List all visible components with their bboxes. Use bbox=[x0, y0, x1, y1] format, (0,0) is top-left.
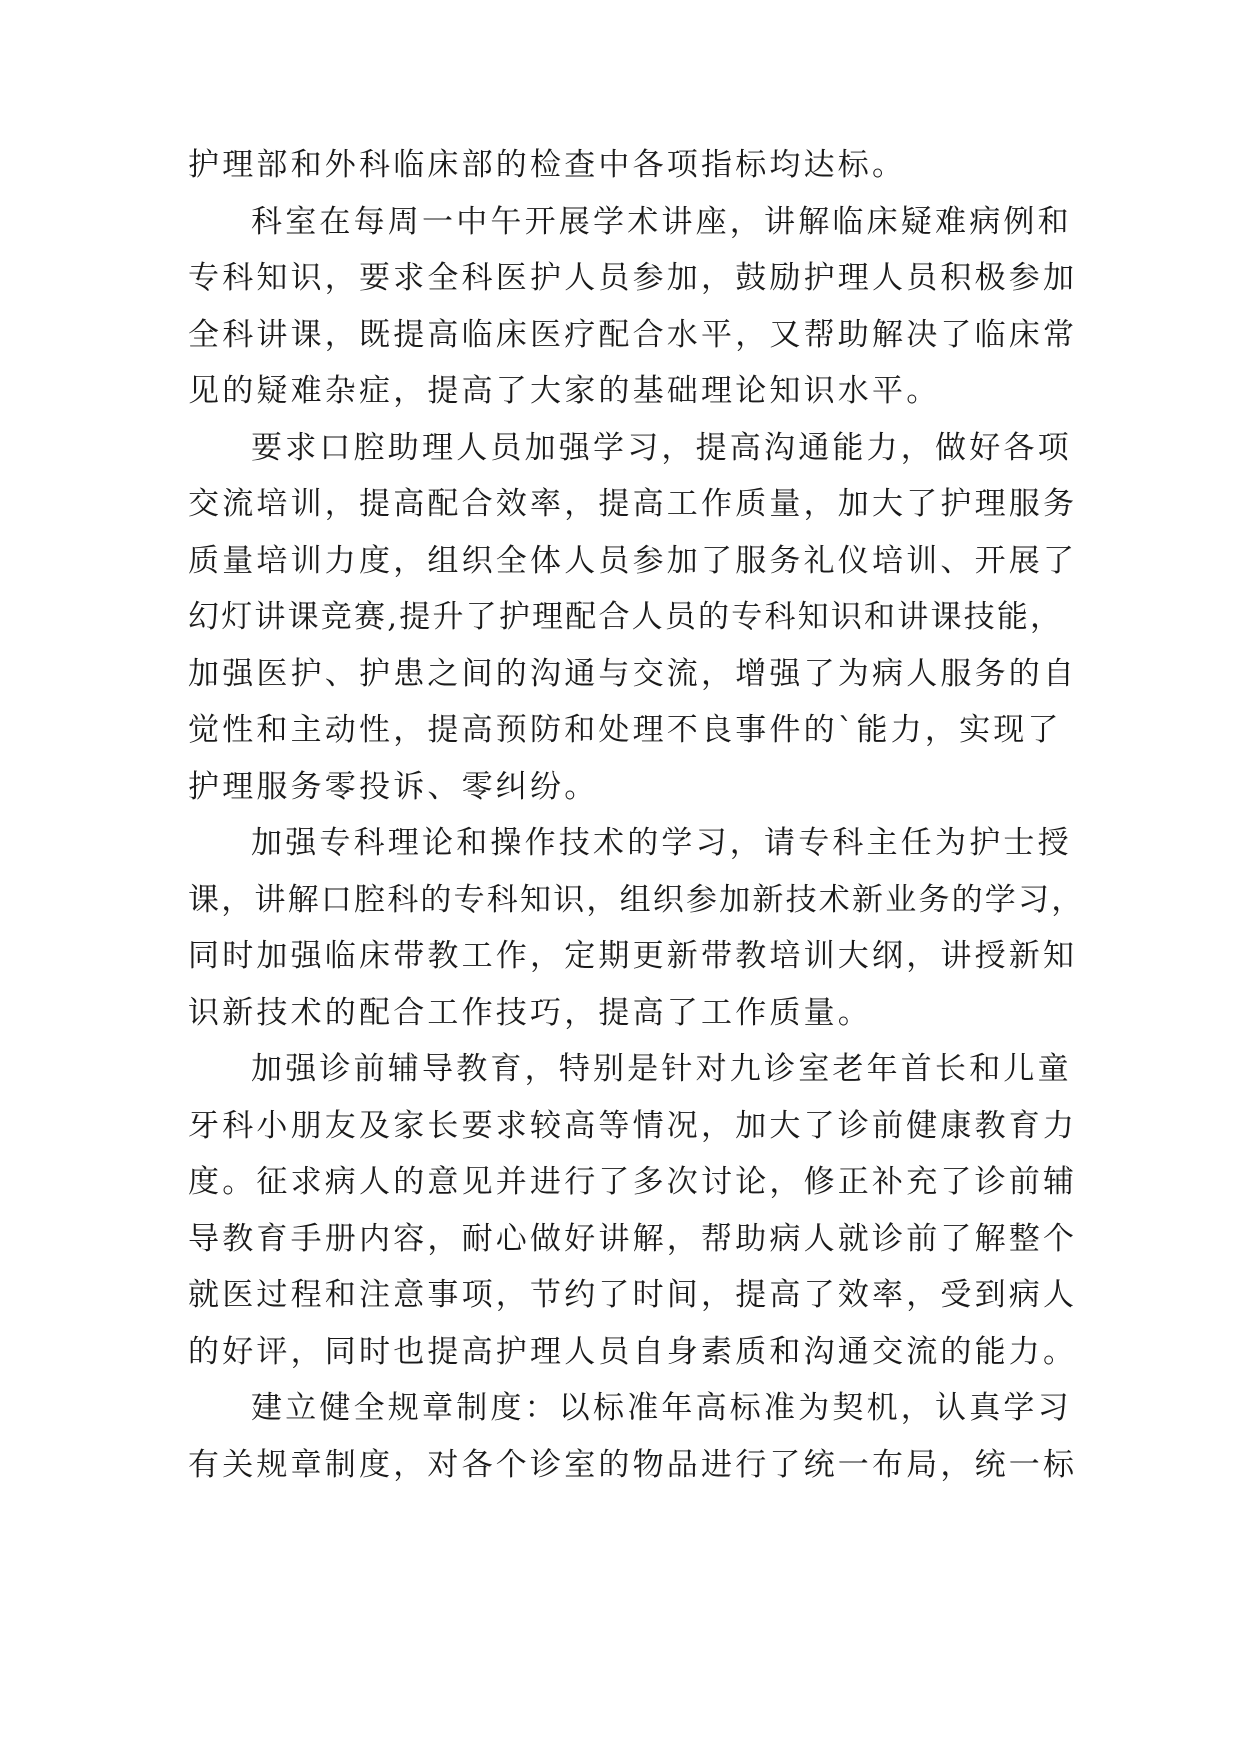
text-line: 质量培训力度，组织全体人员参加了服务礼仪培训、开展了 bbox=[188, 543, 1078, 579]
paragraph-first-line: 科室在每周一中午开展学术讲座，讲解临床疑难病例和 bbox=[251, 204, 1072, 240]
text-line: 见的疑难杂症，提高了大家的基础理论知识水平。 bbox=[188, 373, 941, 409]
text-line: 识新技术的配合工作技巧，提高了工作质量。 bbox=[188, 995, 872, 1031]
text-line: 觉性和主动性，提高预防和处理不良事件的`能力，实现了 bbox=[188, 712, 1062, 748]
text-line: 的好评，同时也提高护理人员自身素质和沟通交流的能力。 bbox=[188, 1334, 1078, 1370]
text-line: 度。征求病人的意见并进行了多次讨论，修正补充了诊前辅 bbox=[188, 1164, 1078, 1200]
text-line: 加强医护、护患之间的沟通与交流，增强了为病人服务的自 bbox=[188, 656, 1078, 692]
text-line: 全科讲课，既提高临床医疗配合水平，又帮助解决了临床常 bbox=[188, 317, 1078, 353]
text-line: 护理服务零投诉、零纠纷。 bbox=[188, 769, 599, 805]
paragraph-first-line: 建立健全规章制度：以标准年高标准为契机，认真学习 bbox=[251, 1390, 1072, 1426]
paragraph-first-line: 要求口腔助理人员加强学习，提高沟通能力，做好各项 bbox=[251, 430, 1072, 466]
text-line: 专科知识，要求全科医护人员参加，鼓励护理人员积极参加 bbox=[188, 260, 1078, 296]
text-line: 导教育手册内容，耐心做好讲解，帮助病人就诊前了解整个 bbox=[188, 1221, 1078, 1257]
text-line: 就医过程和注意事项，节约了时间，提高了效率，受到病人 bbox=[188, 1277, 1078, 1313]
paragraph-first-line: 加强诊前辅导教育，特别是针对九诊室老年首长和儿童 bbox=[251, 1051, 1072, 1087]
text-line: 交流培训，提高配合效率，提高工作质量，加大了护理服务 bbox=[188, 486, 1078, 522]
paragraph-first-line: 加强专科理论和操作技术的学习，请专科主任为护士授 bbox=[251, 825, 1072, 861]
text-line: 课，讲解口腔科的专科知识，组织参加新技术新业务的学习， bbox=[188, 882, 1085, 918]
text-line: 护理部和外科临床部的检查中各项指标均达标。 bbox=[188, 147, 907, 183]
text-line: 同时加强临床带教工作，定期更新带教培训大纲，讲授新知 bbox=[188, 938, 1078, 974]
text-line: 牙科小朋友及家长要求较高等情况，加大了诊前健康教育力 bbox=[188, 1108, 1078, 1144]
text-line: 幻灯讲课竞赛,提升了护理配合人员的专科知识和讲课技能， bbox=[188, 599, 1064, 635]
text-line: 有关规章制度，对各个诊室的物品进行了统一布局，统一标 bbox=[188, 1447, 1078, 1483]
